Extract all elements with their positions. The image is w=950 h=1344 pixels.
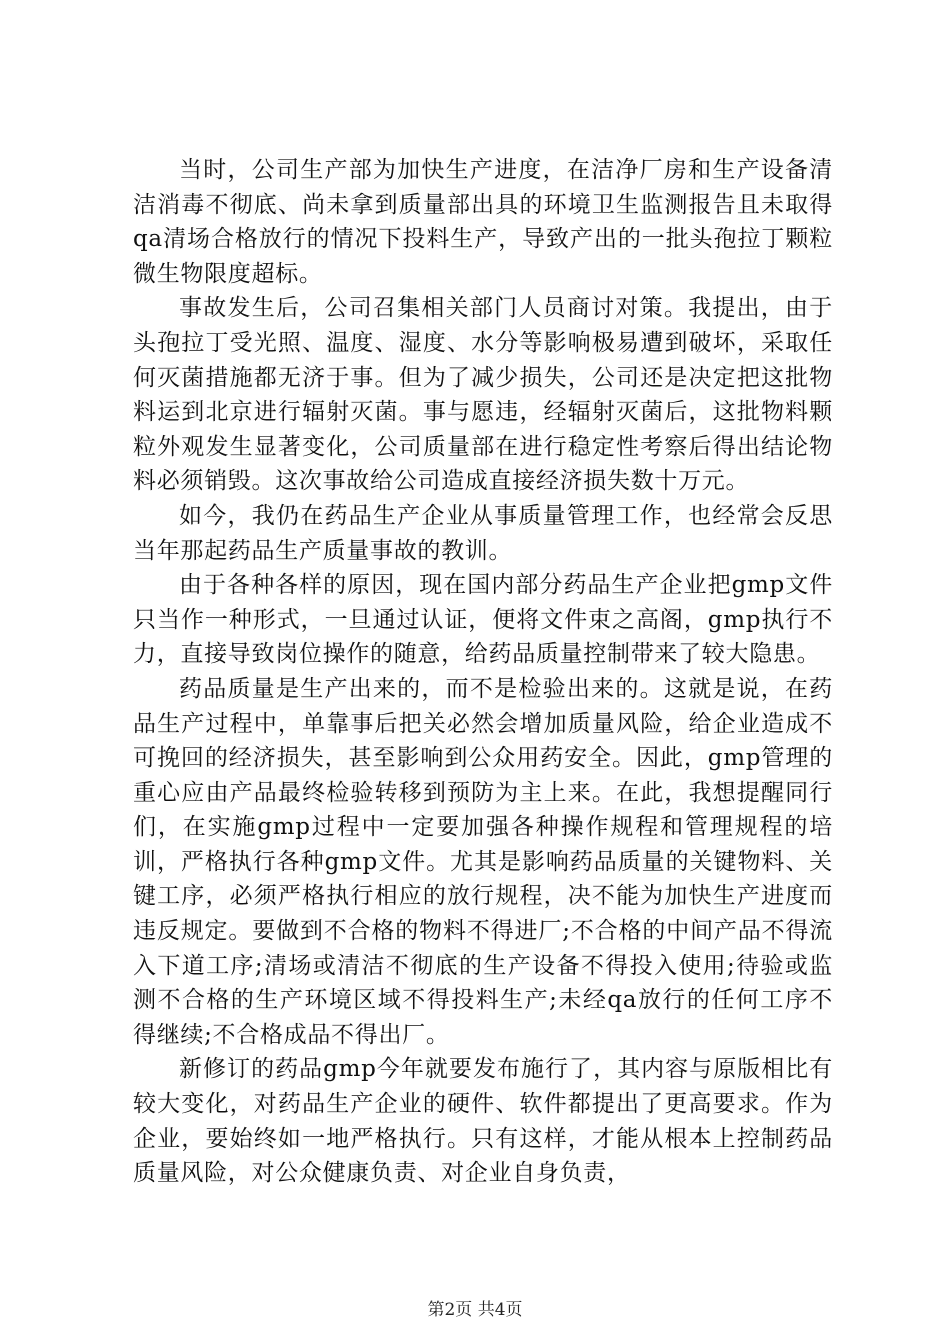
page-number-footer: 第2页 共4页	[427, 1300, 523, 1320]
paragraph: 新修订的药品gmp今年就要发布施行了，其内容与原版相比有较大变化，对药品生产企业的硬件、软件都提出了更高要求。作为企业，要始终如一地严格执行。只有这样，才能从根本上控制药品质量风险，对公众健康负责、对企业自身负责，	[133, 1056, 833, 1187]
paragraph: 药品质量是生产出来的，而不是检验出来的。这就是说，在药品生产过程中，单靠事后把关必然会增加质量风险，给企业造成不可挽回的经济损失，甚至影响到公众用药安全。因此，gmp管理的重心应由产品最终检验转移到预防为主上来。在此，我想提醒同行们，在实施gmp过程中一定要加强各种操作规程和管理规程的培训，严格执行各种gmp文件。尤其是影响药品质量的关键物料、关键工序，必须严格执行相应的放行规程，决不能为加快生产进度而违反规定。要做到不合格的物料不得进厂;不合格的中间产品不得流入下道工序;清场或清洁不彻底的生产设备不得投入使用;待验或监测不合格的生产环境区域不得投料生产;未经qa放行的任何工序不得继续;不合格成品不得出厂。	[133, 675, 833, 1048]
paragraph: 如今，我仍在药品生产企业从事质量管理工作，也经常会反思当年那起药品生产质量事故的教训。	[133, 502, 833, 564]
paragraph: 事故发生后，公司召集相关部门人员商讨对策。我提出，由于头孢拉丁受光照、温度、湿度、水分等影响极易遭到破坏，采取任何灭菌措施都无济于事。但为了减少损失，公司还是决定把这批物料运到北京进行辐射灭菌。事与愿违，经辐射灭菌后，这批物料颗粒外观发生显著变化，公司质量部在进行稳定性考察后得出结论物料必须销毁。这次事故给公司造成直接经济损失数十万元。	[133, 295, 833, 495]
document-body	[133, 153, 833, 1191]
paragraph: 当时，公司生产部为加快生产进度，在洁净厂房和生产设备清洁消毒不彻底、尚未拿到质量部出具的环境卫生监测报告且未取得qa清场合格放行的情况下投料生产，导致产出的一批头孢拉丁颗粒微生物限度超标。	[133, 157, 833, 287]
paragraph: 由于各种各样的原因，现在国内部分药品生产企业把gmp文件只当作一种形式，一旦通过认证，便将文件束之高阁，gmp执行不力，直接导致岗位操作的随意，给药品质量控制带来了较大隐患。	[133, 572, 833, 668]
